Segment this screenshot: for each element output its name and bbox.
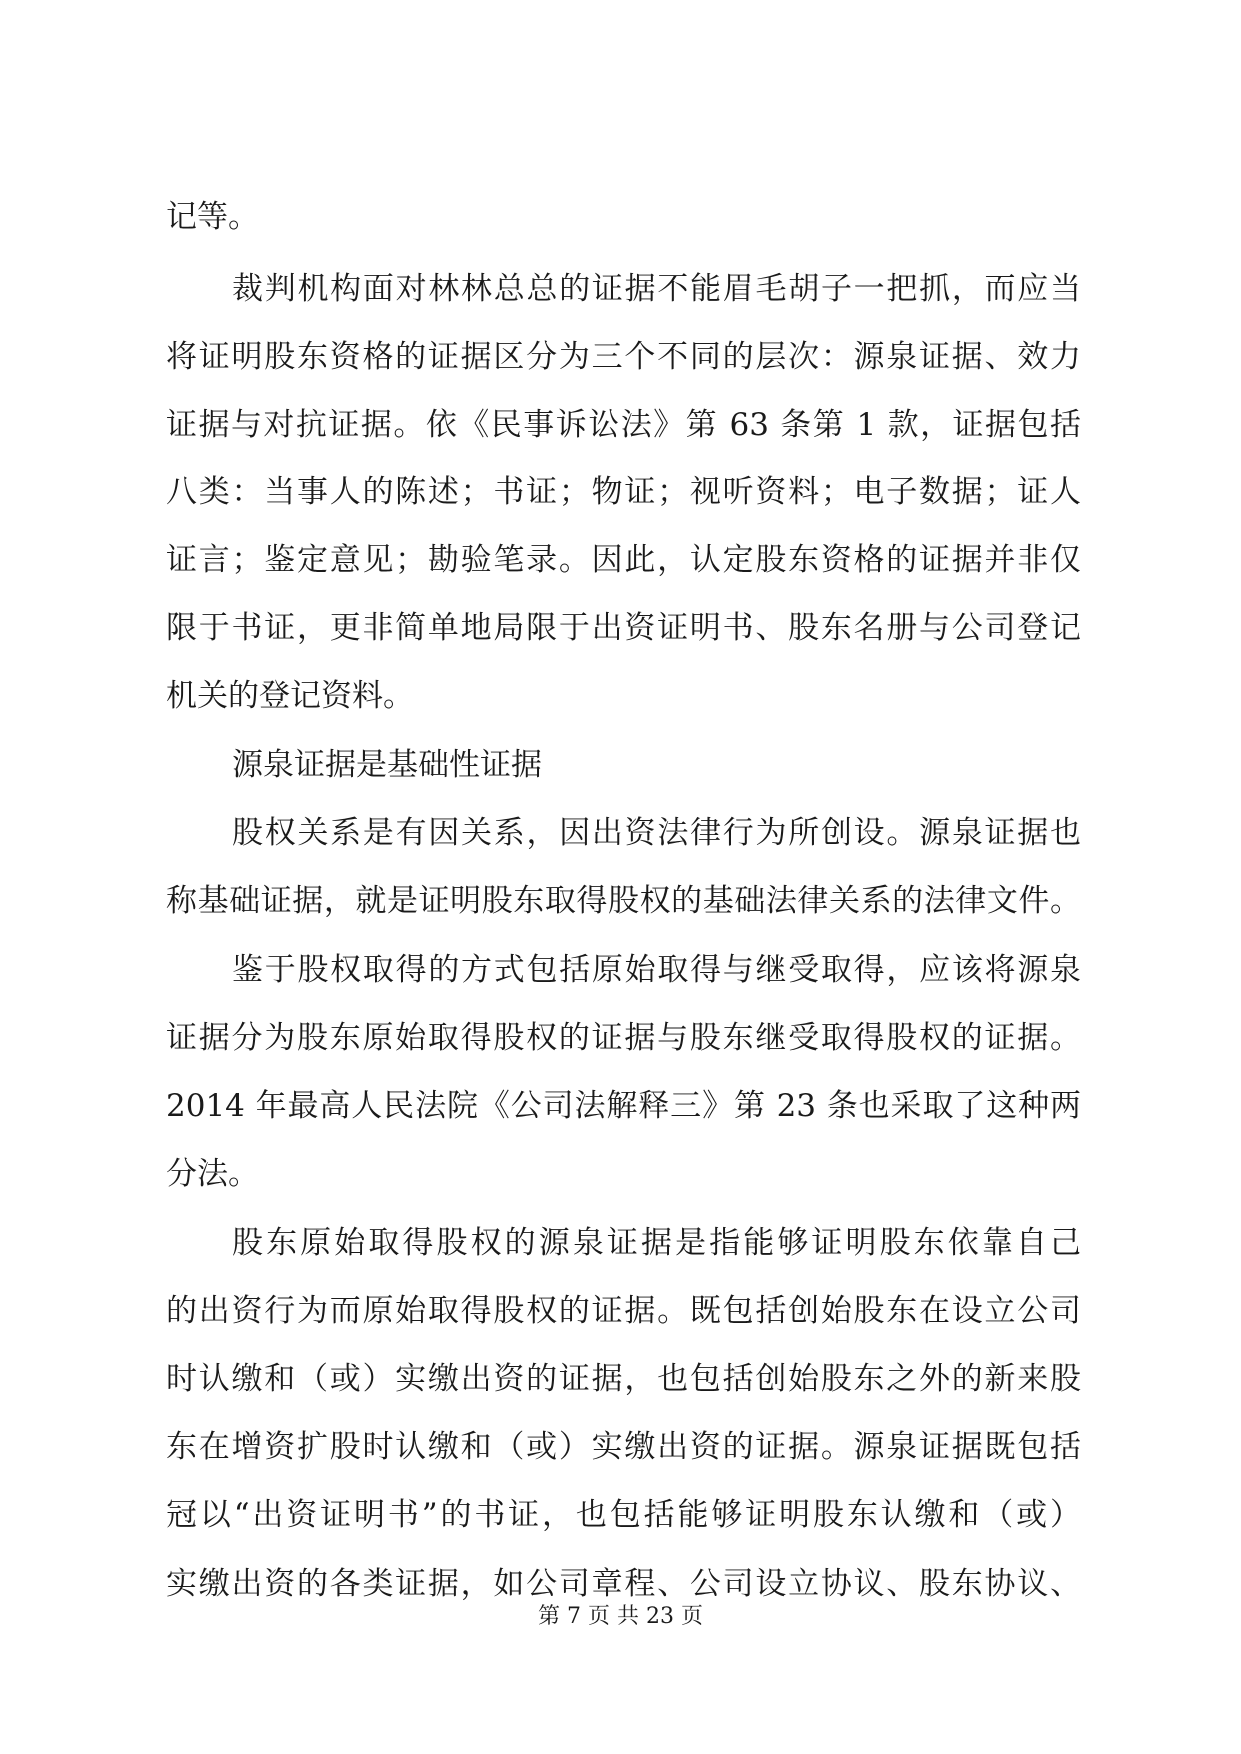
text-line: 冠以“出资证明书”的书证，也包括能够证明股东认缴和（或） bbox=[166, 1497, 1081, 1533]
text-line: 机关的登记资料。 bbox=[166, 678, 414, 714]
text-line: 八类：当事人的陈述；书证；物证；视听资料；电子数据；证人 bbox=[166, 474, 1081, 510]
text-line: 称基础证据，就是证明股东取得股权的基础法律关系的法律文件。 bbox=[166, 883, 1081, 919]
text-line: 股权关系是有因关系，因出资法律行为所创设。源泉证据也 bbox=[232, 815, 1081, 851]
text-line: 2014 年最高人民法院《公司法解释三》第 23 条也采取了这种两 bbox=[166, 1088, 1081, 1124]
text-line: 将证明股东资格的证据区分为三个不同的层次：源泉证据、效力 bbox=[166, 339, 1081, 375]
text-line: 鉴于股权取得的方式包括原始取得与继受取得，应该将源泉 bbox=[232, 952, 1081, 988]
text-line: 的出资行为而原始取得股权的证据。既包括创始股东在设立公司 bbox=[166, 1293, 1081, 1329]
text-line: 证据分为股东原始取得股权的证据与股东继受取得股权的证据。 bbox=[166, 1020, 1081, 1056]
text-line: 记等。 bbox=[166, 199, 259, 235]
text-line: 裁判机构面对林林总总的证据不能眉毛胡子一把抓，而应当 bbox=[232, 271, 1081, 307]
text-line: 分法。 bbox=[166, 1156, 259, 1192]
text-line: 时认缴和（或）实缴出资的证据，也包括创始股东之外的新来股 bbox=[166, 1361, 1081, 1397]
section-heading: 源泉证据是基础性证据 bbox=[232, 747, 542, 783]
text-line: 证言；鉴定意见；勘验笔录。因此，认定股东资格的证据并非仅 bbox=[166, 542, 1081, 578]
text-line: 实缴出资的各类证据，如公司章程、公司设立协议、股东协议、 bbox=[166, 1566, 1081, 1602]
text-line: 证据与对抗证据。依《民事诉讼法》第 63 条第 1 款，证据包括 bbox=[166, 407, 1081, 443]
text-line: 股东原始取得股权的源泉证据是指能够证明股东依靠自己 bbox=[232, 1225, 1081, 1261]
text-line: 东在增资扩股时认缴和（或）实缴出资的证据。源泉证据既包括 bbox=[166, 1429, 1081, 1465]
text-line: 限于书证，更非简单地局限于出资证明书、股东名册与公司登记 bbox=[166, 610, 1081, 646]
page-number-footer: 第 7 页 共 23 页 bbox=[538, 1604, 703, 1629]
